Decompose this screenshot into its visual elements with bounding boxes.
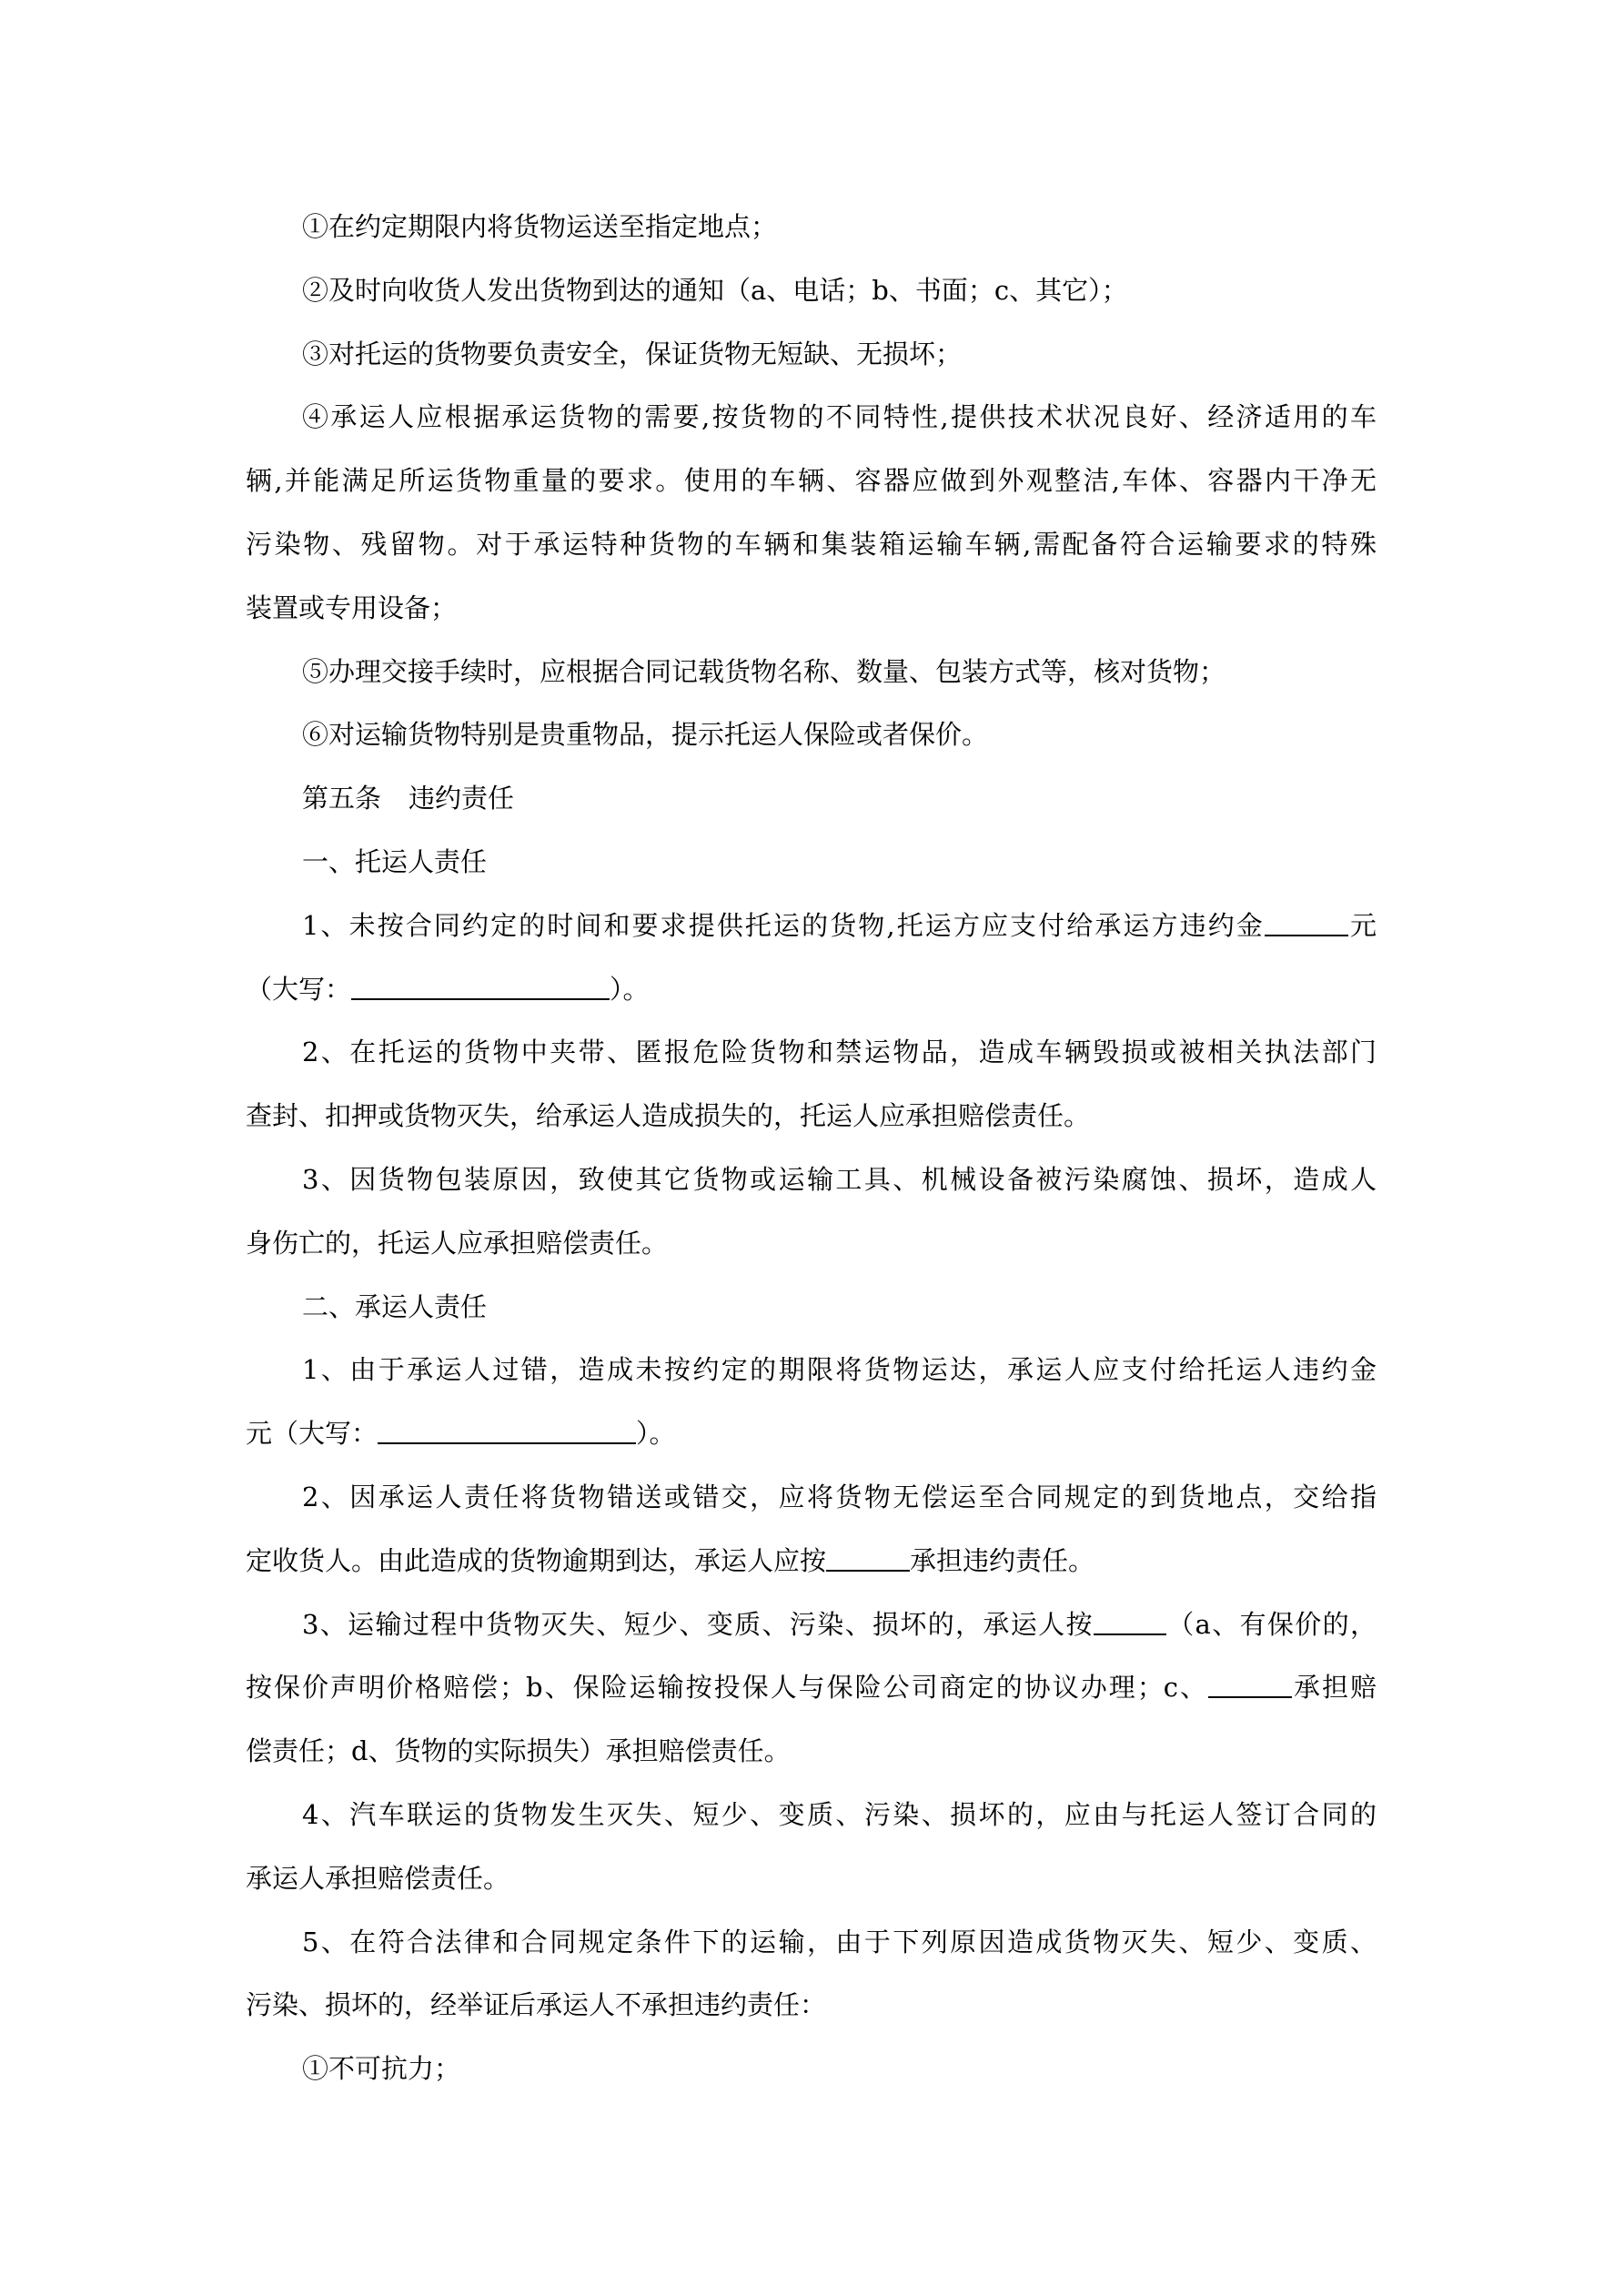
line-text: ⑥对运输货物特别是贵重物品，提示托运人保险或者保价。 <box>302 719 989 751</box>
line-text: 污染物、残留物。对于承运特种货物的车辆和集装箱运输车辆,需配备符合运输要求的特殊 <box>246 528 1377 560</box>
line-text: ①不可抗力； <box>302 2053 461 2085</box>
paragraph-line <box>246 1466 1377 1530</box>
article-title: 违约责任 <box>409 783 515 814</box>
line-text: 污染、损坏的，经举证后承运人不承担违约责任： <box>246 1989 827 2021</box>
line-text: 承担违约责任。 <box>910 1544 1095 1576</box>
carrier-duty-6 <box>246 703 1377 767</box>
line-text: ④承运人应根据承运货物的需要,按货物的不同特性,提供技术状况良好、经济适用的车 <box>302 401 1377 433</box>
line-text: 按保价声明价格赔偿；b、保险运输按投保人与保险公司商定的协议办理；c、 <box>246 1672 1208 1704</box>
line-text: ②及时向收货人发出货物到达的通知（a、电话；b、书面；c、其它）； <box>302 274 1128 306</box>
line-text: 定收货人。由此造成的货物逾期到达，承运人应按 <box>246 1544 827 1576</box>
paragraph-line <box>246 1720 1377 1784</box>
line-text: （a、有保价的， <box>1165 1608 1377 1640</box>
line-text: 2、因承运人责任将货物错送或错交，应将货物无偿运至合同规定的到货地点，交给指 <box>302 1481 1377 1512</box>
penalty-amount-words-blank[interactable] <box>378 1421 636 1444</box>
paragraph-line <box>246 1593 1377 1657</box>
paragraph-line <box>246 1530 1377 1593</box>
penalty-amount-words-blank[interactable] <box>351 976 610 1000</box>
carrier-clause-5 <box>246 1911 1377 2038</box>
line-text: ）。 <box>610 973 650 1005</box>
paragraph-line <box>246 1847 1377 1911</box>
carrier-duty-5 <box>246 641 1377 704</box>
article-number: 第五条 <box>302 783 382 814</box>
line-text: （大写： <box>246 973 352 1005</box>
line-text: 2、在托运的货物中夹带、匿报危险货物和禁运物品，造成车辆毁损或被相关执法部门 <box>302 1037 1377 1068</box>
paragraph-line <box>246 1085 1377 1148</box>
carrier-clause-1 <box>246 1339 1377 1466</box>
line-text: ①在约定期限内将货物运送至指定地点； <box>302 211 778 242</box>
compensation-option-blank[interactable] <box>1094 1612 1166 1635</box>
paragraph-line <box>246 1339 1377 1402</box>
line-text: 1、未按合同约定的时间和要求提供托运的货物,托运方应支付给承运方违约金 <box>302 909 1265 941</box>
line-text: 承运人承担赔偿责任。 <box>246 1862 510 1894</box>
line-text: ③对托运的货物要负责安全，保证货物无短缺、无损坏； <box>302 338 963 369</box>
line-text: 5、在符合法律和合同规定条件下的运输，由于下列原因造成货物灭失、短少、变质、 <box>302 1926 1377 1957</box>
line-text: 4、汽车联运的货物发生灭失、短少、变质、污染、损坏的，应由与托运人签订合同的 <box>302 1798 1377 1830</box>
section-title: 一、托运人责任 <box>302 845 488 877</box>
carrier-duty-3 <box>246 323 1377 387</box>
line-text: 查封、扣押或货物灭失，给承运人造成损失的，托运人应承担赔偿责任。 <box>246 1100 1091 1132</box>
article-heading <box>246 767 1377 831</box>
line-text: 3、运输过程中货物灭失、短少、变质、污染、损坏的，承运人按 <box>302 1608 1094 1640</box>
paragraph-line <box>246 895 1377 958</box>
line-text: 元（大写： <box>246 1418 378 1450</box>
line-text: ）。 <box>636 1418 676 1450</box>
paragraph-line <box>246 386 1377 450</box>
paragraph-line <box>246 1974 1377 2038</box>
paragraph-line <box>246 577 1377 641</box>
line-text: 元 <box>1347 909 1377 941</box>
paragraph-line <box>246 513 1377 577</box>
carrier-duty-4 <box>246 386 1377 640</box>
line-text: 辆,并能满足所运货物重量的要求。使用的车辆、容器应做到外观整洁,车体、容器内干净无 <box>246 465 1377 497</box>
penalty-amount-blank[interactable] <box>1265 913 1348 936</box>
shipper-clause-3 <box>246 1148 1377 1276</box>
paragraph-line <box>246 1402 1377 1466</box>
paragraph-line <box>246 1911 1377 1975</box>
shipper-clause-1 <box>246 895 1377 1022</box>
line-text: 身伤亡的，托运人应承担赔偿责任。 <box>246 1227 669 1259</box>
paragraph-line <box>246 1212 1377 1276</box>
shipper-clause-2 <box>246 1021 1377 1148</box>
carrier-clause-3 <box>246 1593 1377 1784</box>
paragraph-line <box>246 1021 1377 1085</box>
section-heading-carrier <box>246 1276 1377 1340</box>
paragraph-line <box>246 1656 1377 1720</box>
paragraph-line <box>246 958 1377 1022</box>
paragraph-line <box>246 1784 1377 1847</box>
line-text: ⑤办理交接手续时，应根据合同记载货物名称、数量、包装方式等，核对货物； <box>302 655 1226 687</box>
line-text: 3、因货物包装原因，致使其它货物或运输工具、机械设备被污染腐蚀、损坏，造成人 <box>302 1163 1377 1195</box>
carrier-duty-1 <box>246 196 1377 259</box>
line-text: 1、由于承运人过错，造成未按约定的期限将货物运达，承运人应支付给托运人违约金 <box>302 1354 1377 1386</box>
carrier-duty-2 <box>246 259 1377 323</box>
exemption-item-1 <box>246 2038 1377 2101</box>
carrier-clause-4 <box>246 1784 1377 1911</box>
liability-basis-blank[interactable] <box>826 1548 910 1572</box>
paragraph-line <box>246 1148 1377 1212</box>
line-text: 承担赔 <box>1291 1672 1377 1704</box>
section-heading-shipper <box>246 831 1377 895</box>
paragraph-line <box>246 450 1377 513</box>
contract-body <box>246 196 1377 2101</box>
section-title: 二、承运人责任 <box>302 1290 488 1322</box>
compensation-other-blank[interactable] <box>1208 1674 1292 1698</box>
carrier-clause-2 <box>246 1466 1377 1593</box>
line-text: 装置或专用设备； <box>246 592 458 623</box>
line-text: 偿责任；d、货物的实际损失）承担赔偿责任。 <box>246 1735 791 1767</box>
